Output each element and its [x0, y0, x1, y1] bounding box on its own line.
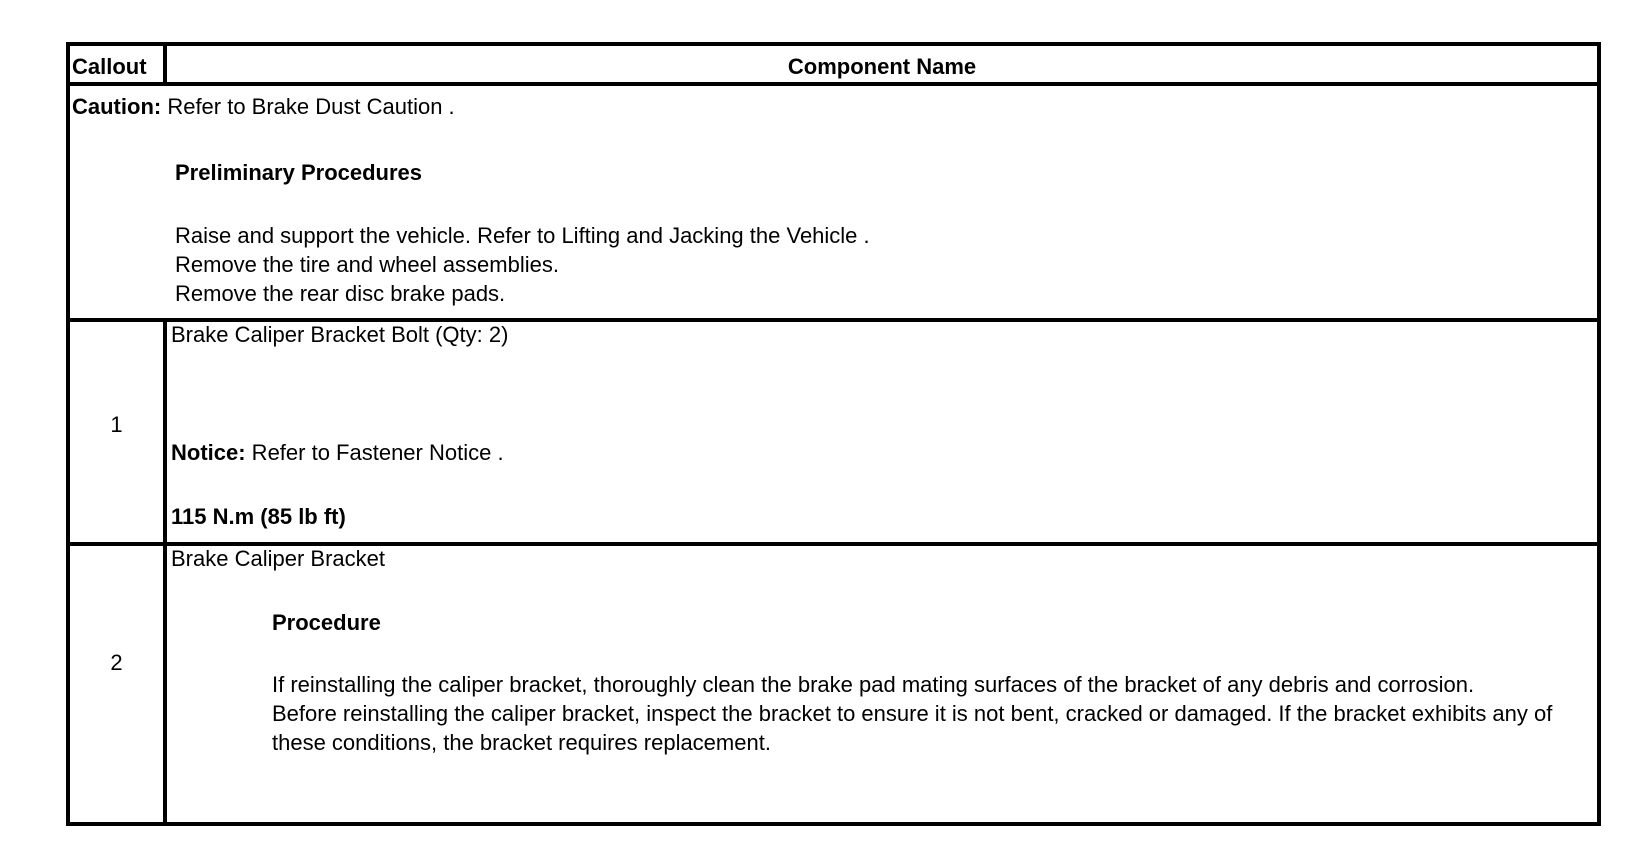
- row-1-callout: 1: [110, 412, 123, 437]
- procedure-step: If reinstalling the caliper bracket, thoroughly clean the brake pad mating surfaces of the bracket of any debris and corrosion.: [272, 672, 1475, 697]
- procedure-heading: Procedure: [272, 610, 381, 635]
- caution-line: [72, 96, 455, 118]
- preliminary-procedures-heading: Preliminary Procedures: [175, 160, 423, 185]
- preliminary-steps: [175, 221, 1575, 308]
- preliminary-step: Remove the rear disc brake pads.: [175, 281, 506, 306]
- notice-label: Notice:: [171, 440, 246, 465]
- procedure-step: Before reinstalling the caliper bracket, inspect the bracket to ensure it is not bent, cracked or damaged. If the bracket exhibits any of these conditions, the bracket requires replacement.: [272, 701, 1553, 755]
- header-divider: [70, 82, 1597, 86]
- row-2-component-name: Brake Caliper Bracket: [171, 546, 385, 571]
- header-component-name: Component Name: [787, 54, 977, 79]
- component-table: [66, 42, 1601, 826]
- header-callout: Callout: [72, 54, 147, 79]
- row-1-torque-spec: 115 N.m (85 lb ft): [171, 504, 346, 529]
- procedure-steps: [272, 670, 1587, 757]
- row-2-callout: 2: [110, 650, 123, 675]
- caution-label: Caution:: [72, 94, 162, 119]
- row-1-component-name: Brake Caliper Bracket Bolt (Qty: 2): [171, 322, 509, 347]
- notice-text: Refer to Fastener Notice .: [245, 440, 504, 465]
- row-1-notice: [171, 442, 504, 464]
- preliminary-step: Remove the tire and wheel assemblies.: [175, 252, 559, 277]
- caution-text: Refer to Brake Dust Caution .: [161, 94, 455, 119]
- preliminary-step: Raise and support the vehicle. Refer to Lifting and Jacking the Vehicle .: [175, 223, 870, 248]
- rows-column-divider: [163, 318, 167, 826]
